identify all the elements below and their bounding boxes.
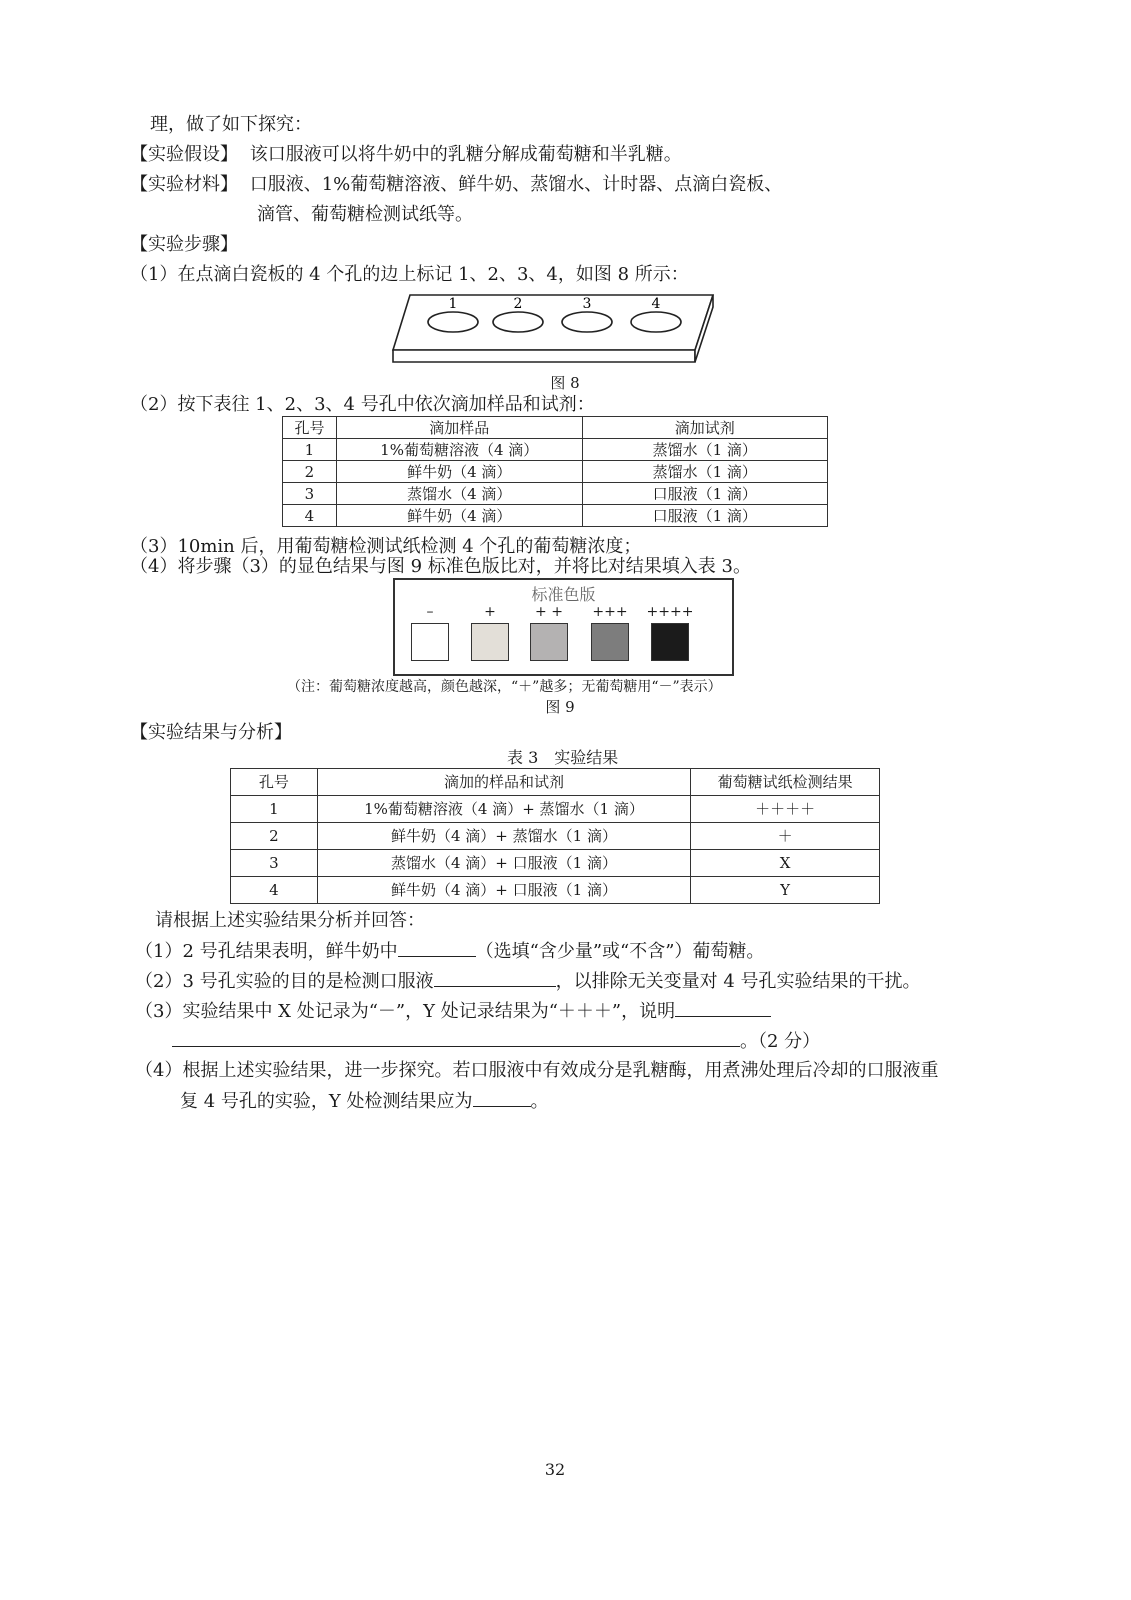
fig8-caption: 图 8 <box>550 374 580 392</box>
header-cell: 滴加样品 <box>336 417 582 439</box>
table-cell: 4 <box>283 505 337 527</box>
header-cell: 孔号 <box>283 417 337 439</box>
table-header-row <box>283 417 828 439</box>
table-cell: 口服液（1 滴） <box>582 505 827 527</box>
materials-line2: 滴管、葡萄糖检测试纸等。 <box>257 204 473 225</box>
materials-line1: 口服液、1%葡萄糖溶液、鲜牛奶、蒸馏水、计时器、点滴白瓷板、 <box>249 174 783 195</box>
q3-text-b: 。（2 分） <box>740 1031 821 1052</box>
materials-label: 【实验材料】 <box>130 174 238 195</box>
standard-color-chart <box>393 578 734 676</box>
table-header-row <box>231 769 880 796</box>
step1: （1）在点滴白瓷板的 4 个孔的边上标记 1、2、3、4，如图 8 所示： <box>130 264 689 285</box>
table-cell: 鲜牛奶（4 滴）+ 蒸馏水（1 滴） <box>317 823 691 850</box>
table-row <box>231 877 880 904</box>
swatch-4 <box>651 623 689 661</box>
question-2 <box>135 970 921 993</box>
analysis-intro: 请根据上述实验结果分析并回答： <box>155 910 425 931</box>
table-cell: 4 <box>231 877 318 904</box>
table-cell: 1 <box>283 439 337 461</box>
table-cell: 蒸馏水（1 滴） <box>582 461 827 483</box>
table3-caption: 表 3 实验结果 <box>507 748 619 767</box>
q1-text-b: （选填“含少量”或“不含”）葡萄糖。 <box>475 941 765 962</box>
step4: （4）将步骤（3）的显色结果与图 9 标准色版比对，并将比对结果填入表 3。 <box>130 556 751 577</box>
well-4 <box>631 312 681 332</box>
table-cell: 3 <box>283 483 337 505</box>
q2-text-b: ，以排除无关变量对 4 号孔实验结果的干扰。 <box>555 971 921 992</box>
table-cell: ＋＋＋＋ <box>691 796 880 823</box>
step3: （3）10min 后，用葡萄糖检测试纸检测 4 个孔的葡萄糖浓度； <box>130 536 642 557</box>
q3-answer-blank-2[interactable] <box>172 1030 740 1047</box>
swatch-3 <box>591 623 629 661</box>
q1-answer-blank[interactable] <box>398 940 476 957</box>
q2-answer-blank[interactable] <box>434 970 556 987</box>
table-cell: 口服液（1 滴） <box>582 483 827 505</box>
page-number: 32 <box>544 1460 566 1479</box>
hypothesis-label: 【实验假设】 <box>130 144 238 165</box>
hypothesis-text: 该口服液可以将牛奶中的乳糖分解成葡萄糖和半乳糖。 <box>249 144 682 165</box>
well-label-2: 2 <box>513 296 523 312</box>
results-heading: 【实验结果与分析】 <box>130 722 292 743</box>
mark-plus3: +++ <box>592 604 628 620</box>
hypothesis <box>130 144 682 166</box>
q1-text-a: （1）2 号孔结果表明，鲜牛奶中 <box>135 941 398 962</box>
intro-line: 理，做了如下探究： <box>150 114 312 135</box>
swatch-0 <box>411 623 449 661</box>
mark-plus1: + <box>484 604 496 620</box>
table-cell: X <box>691 850 880 877</box>
table-cell: 蒸馏水（4 滴） <box>336 483 582 505</box>
table-cell: 1%葡萄糖溶液（4 滴） <box>336 439 582 461</box>
table-row <box>283 439 828 461</box>
header-cell: 孔号 <box>231 769 318 796</box>
mark-negative: – <box>426 604 434 620</box>
table-cell: 鲜牛奶（4 滴） <box>336 505 582 527</box>
table-cell: 2 <box>231 823 318 850</box>
steps-table <box>282 416 828 527</box>
table-row <box>231 823 880 850</box>
mark-plus4: ++++ <box>646 604 694 620</box>
well-label-3: 3 <box>582 296 592 312</box>
table-cell: 蒸馏水（1 滴） <box>582 439 827 461</box>
well-1 <box>428 312 478 332</box>
table-row <box>283 505 828 527</box>
well-label-4: 4 <box>651 296 661 312</box>
materials <box>130 174 782 196</box>
question-3 <box>135 1000 771 1023</box>
plate-front-face <box>393 350 695 362</box>
well-2 <box>493 312 543 332</box>
question-4-line1: （4）根据上述实验结果，进一步探究。若口服液中有效成分是乳糖酶，用煮沸处理后冷却的口服液重 <box>135 1060 939 1081</box>
table-cell: ＋ <box>691 823 880 850</box>
table-cell: 2 <box>283 461 337 483</box>
q4-text-a: 复 4 号孔的实验，Y 处检测结果应为 <box>180 1091 473 1112</box>
steps-heading: 【实验步骤】 <box>130 234 238 255</box>
table-cell: 蒸馏水（4 滴）+ 口服液（1 滴） <box>317 850 691 877</box>
table-cell: 3 <box>231 850 318 877</box>
q2-text-a: （2）3 号孔实验的目的是检测口服液 <box>135 971 434 992</box>
q4-text-b: 。 <box>530 1091 549 1112</box>
step2: （2）按下表往 1、2、3、4 号孔中依次滴加样品和试剂： <box>130 394 595 415</box>
header-cell: 滴加试剂 <box>582 417 827 439</box>
table-cell: 1%葡萄糖溶液（4 滴）+ 蒸馏水（1 滴） <box>317 796 691 823</box>
table-row <box>231 796 880 823</box>
question-4-line2 <box>180 1090 549 1113</box>
mark-plus2: + + <box>535 604 563 620</box>
swatch-2 <box>530 623 568 661</box>
table-row <box>283 461 828 483</box>
table-row <box>283 483 828 505</box>
fig9-caption: 图 9 <box>545 698 575 716</box>
fig9-note: （注：葡萄糖浓度越高，颜色越深，“＋”越多；无葡萄糖用“－”表示） <box>287 679 722 695</box>
table-cell: 鲜牛奶（4 滴） <box>336 461 582 483</box>
swatch-1 <box>471 623 509 661</box>
q3-answer-blank-1[interactable] <box>675 1000 771 1017</box>
q3-text-a: （3）实验结果中 X 处记录为“－”，Y 处记录结果为“＋＋＋”，说明 <box>135 1001 676 1022</box>
q4-answer-blank[interactable] <box>473 1090 531 1107</box>
table-cell: Y <box>691 877 880 904</box>
color-chart-title: 标准色版 <box>531 585 596 604</box>
well-3 <box>562 312 612 332</box>
spot-plate-figure <box>390 290 720 366</box>
table-cell: 1 <box>231 796 318 823</box>
header-cell: 滴加的样品和试剂 <box>317 769 691 796</box>
well-label-1: 1 <box>448 296 458 312</box>
table-row <box>231 850 880 877</box>
question-1 <box>135 940 764 963</box>
results-table <box>230 768 880 904</box>
question-3-cont <box>172 1030 820 1053</box>
table-cell: 鲜牛奶（4 滴）+ 口服液（1 滴） <box>317 877 691 904</box>
header-cell: 葡萄糖试纸检测结果 <box>691 769 880 796</box>
